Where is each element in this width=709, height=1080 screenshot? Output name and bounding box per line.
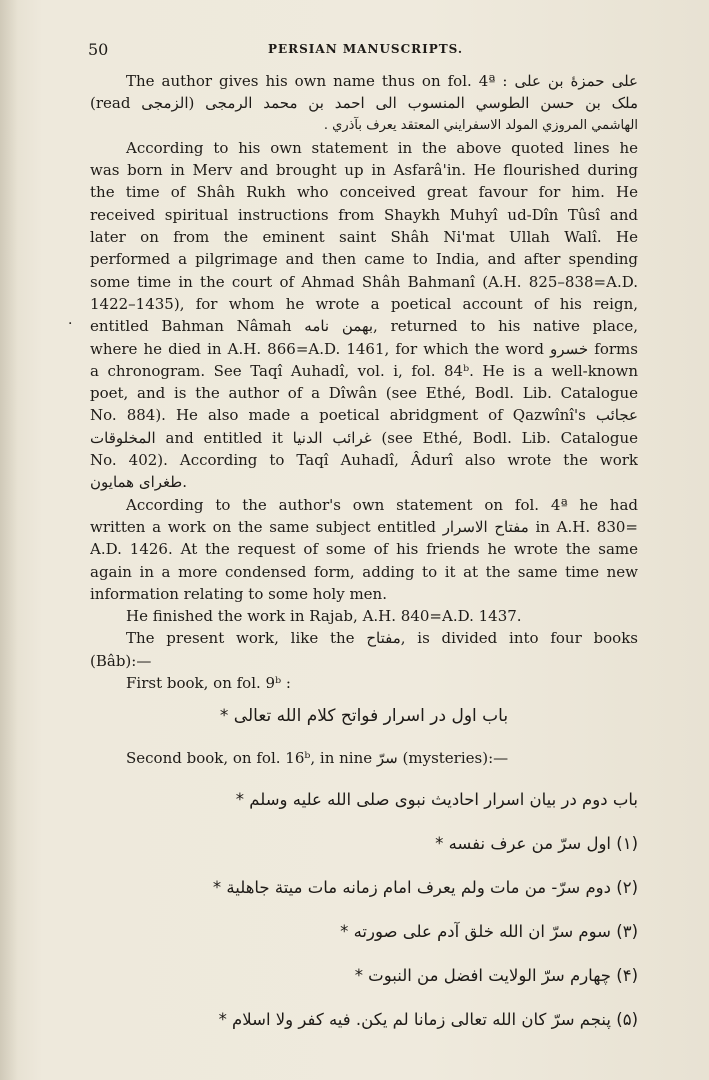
list-item: (۴) چهارم سرّ الولایت افضل من النبوت * — [354, 966, 638, 986]
text-line: No. 884). He also made a poetical abridgment of Qazwînî's عجائب — [90, 406, 638, 425]
text-line: information relating to some holy men. — [90, 584, 387, 603]
text-line: a chronogram. See Taqî Auhadî, vol. i, fol. 84ᵇ. He is a well-known — [90, 361, 638, 380]
text-line: المخلوقات and entitled it غرائب الدنيا (see Ethé, Bodl. Lib. Catalogue — [90, 428, 638, 447]
list-item: (۲) دوم سرّ- من مات ولم یعرف امام زمانه مات میتة جاهلیة * — [212, 878, 638, 898]
text-line: again in a more condensed form, adding to it at the same time new — [90, 562, 638, 581]
text-line: performed a pilgrimage and then came to India, and after spending — [90, 250, 638, 269]
text-line: According to the author's own statement on fol. 4ª he had — [126, 495, 638, 514]
text-line: the time of Shâh Rukh who conceived great favour for him. He — [90, 183, 638, 202]
text-line: First book, on fol. 9ᵇ : — [126, 674, 291, 693]
body-text — [90, 70, 638, 1042]
text-line: 1422–1435), for whom he wrote a poetical account of his reign, — [90, 294, 638, 313]
text-line: received spiritual instructions from Shaykh Muhyî ud-Dîn Tûsî and — [90, 205, 638, 224]
binding-shadow — [0, 0, 18, 1080]
text-line: later on from the eminent saint Shâh Ni'mat Ullah Walî. He — [90, 228, 638, 247]
text-line: (read الزمجی) ملک بن حسن الطوسي المنسوب الى احمد بن محمد الرمجی — [90, 94, 638, 113]
text-line: poet, and is the author of a Dîwân (see Ethé, Bodl. Lib. Catalogue — [90, 384, 638, 403]
page-number: 50 — [88, 40, 109, 59]
first-book-heading: باب اول در اسرار فواتح کلام الله تعالی * — [219, 706, 509, 727]
list-item: (۳) سوم سرّ ان الله خلق آدم علی صورته * — [340, 922, 638, 942]
text-line: الهاشمي المروزي المولد الاسفرايني المعتقد يعرف بآذري . — [323, 117, 638, 133]
list-item: (۱) اول سرّ من عرف نفسه * — [435, 834, 638, 854]
text-line: The present work, like the مفتاح, is divided into four books — [126, 629, 638, 648]
margin-mark: · — [68, 316, 73, 332]
text-line: According to his own statement in the above quoted lines he — [126, 138, 638, 157]
page-header — [88, 40, 648, 60]
text-line: He finished the work in Rajab, A.H. 840=A.D. 1437. — [126, 607, 522, 626]
text-line: where he died in A.H. 866=A.D. 1461, for which the word خسرو forms — [90, 339, 638, 358]
text-line: No. 402). According to Taqî Auhadî, Âdurî also wrote the work — [90, 451, 638, 470]
second-book-line: Second book, on fol. 16ᵇ, in nine سرّ (mysteries):— — [126, 749, 509, 768]
text-line: written a work on the same subject entitled مفتاح الاسرار in A.H. 830= — [90, 517, 638, 536]
second-book-heading: باب دوم در بیان اسرار احادیث نبوی صلی الله علیه وسلم * — [235, 790, 638, 810]
text-line: some time in the court of Ahmad Shâh Bahmanî (A.H. 825–838=A.D. — [90, 272, 638, 291]
text-line: was born in Merv and brought up in Asfarâ'in. He flourished during — [90, 161, 638, 180]
text-line: (Bâb):— — [90, 651, 152, 670]
running-head: PERSIAN MANUSCRIPTS. — [268, 42, 464, 56]
text-line: entitled Bahman Nâmah بهمن نامه, returned to his native place, — [90, 317, 638, 336]
list-item: (۵) پنجم سرّ کان الله تعالی زمانا لم یکن. فیه کفر ولا اسلام * — [218, 1010, 638, 1030]
text-line: طغرای همایون. — [90, 473, 188, 492]
text-line: A.D. 1426. At the request of some of his friends he wrote the same — [90, 540, 638, 559]
text-line: The author gives his own name thus on fol. 4ª : علی حمزهٔ بن علی — [126, 72, 638, 90]
